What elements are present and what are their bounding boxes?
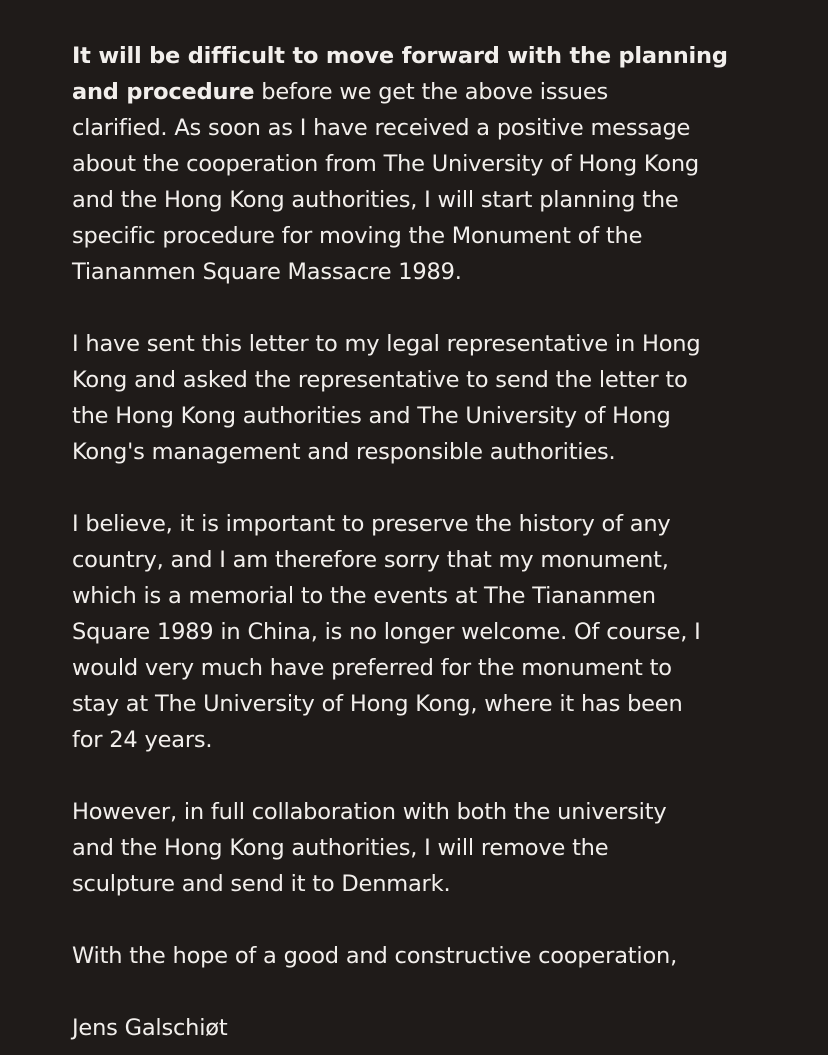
paragraph-legal-representative: I have sent this letter to my legal representative in Hong Kong and asked the representative to send the letter to the Hong Kong authorities and The University of Hong Kong's management and responsible authorities.: [72, 331, 701, 465]
paragraph-remove-sculpture: However, in full collaboration with both the university and the Hong Kong authorities, I will remove the sculpture and send it to Denmark.: [72, 799, 667, 897]
bold-emphasis: It will be difficult to move forward with the planning: [72, 43, 728, 69]
paragraph-planning: It will be difficult to move forward with the planning and procedure before we get the above issues clarified. As soon as I have received a positive message about the cooperation from The University of Hong Kong and the Hong Kong authorities, I will start planning the specific procedure for moving the Monument of the Tiananmen Square Massacre 1989.: [72, 43, 728, 285]
signature: Jens Galschiøt: [72, 1015, 228, 1041]
closing-line: With the hope of a good and constructive cooperation,: [72, 943, 678, 969]
paragraph-preserve-history: I believe, it is important to preserve the history of any country, and I am therefore sorry that my monument, which is a memorial to the events at The Tiananmen Square 1989 in China, is no longer welcome. Of course, I would very much have preferred for the monument to stay at The University of Hong Kong, where it has been for 24 years.: [72, 511, 701, 753]
bold-emphasis: and procedure: [72, 79, 255, 105]
letter-body: [72, 38, 772, 1046]
